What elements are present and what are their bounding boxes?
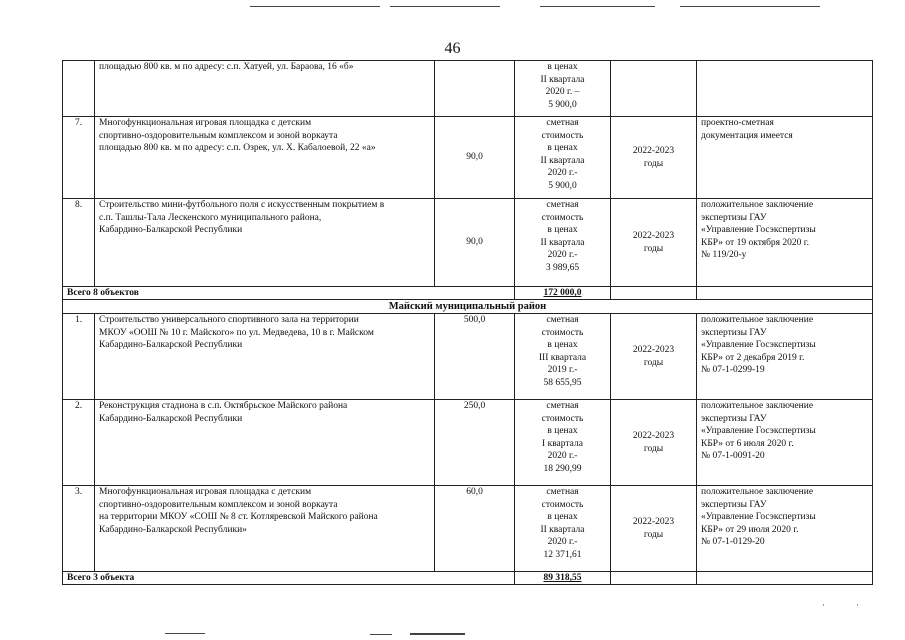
object-documentation: положительное заключение экспертизы ГАУ «Управление Госэкспертизы КБР» от 29 июля 2020 г. № 07-1-0129-20: [697, 486, 873, 572]
object-term: [611, 61, 697, 117]
object-volume: 90,0: [435, 199, 515, 287]
total-sum: 89 318,55: [515, 572, 611, 585]
row-number: 2.: [63, 400, 95, 486]
object-cost: сметная стоимость в ценах III квартала 2019 г.- 58 655,95: [515, 314, 611, 400]
object-volume: [435, 61, 515, 117]
object-name: Реконструкция стадиона в с.п. Октябрьское Майского района Кабардино-Балкарской Республики: [95, 400, 435, 486]
object-cost: в ценах II квартала 2020 г. – 5 900,0: [515, 61, 611, 117]
total-row: [63, 572, 873, 585]
object-cost: сметная стоимость в ценах II квартала 2020 г.- 5 900,0: [515, 117, 611, 199]
table-row: [63, 486, 873, 572]
object-volume: 500,0: [435, 314, 515, 400]
object-documentation: положительное заключение экспертизы ГАУ «Управление Госэкспертизы КБР» от 6 июля 2020 г. № 07-1-0091-20: [697, 400, 873, 486]
object-term: 2022-2023 годы: [611, 486, 697, 572]
object-name: площадью 800 кв. м по адресу: с.п. Хатуей, ул. Бараова, 16 «б»: [95, 61, 435, 117]
objects-table: [62, 60, 873, 585]
object-documentation: проектно-сметная документация имеется: [697, 117, 873, 199]
object-documentation: [697, 61, 873, 117]
table-row: [63, 314, 873, 400]
object-documentation: положительное заключение экспертизы ГАУ «Управление Госэкспертизы КБР» от 19 октября 2020 г. № 119/20-у: [697, 199, 873, 287]
row-number: 3.: [63, 486, 95, 572]
scan-mark-1: ·: [822, 600, 825, 610]
object-name: Строительство универсального спортивного зала на территории МКОУ «ООШ № 10 г. Майского» по ул. Медведева, 10 в г. Майском Кабардино-Балкарской Республики: [95, 314, 435, 400]
object-name: Строительство мини-футбольного поля с искусственным покрытием в с.п. Ташлы-Тала Лескенского муниципального района, Кабардино-Балкарской Республики: [95, 199, 435, 287]
object-cost: сметная стоимость в ценах I квартала 2020 г.- 18 290,99: [515, 400, 611, 486]
table-row: [63, 61, 873, 117]
table-row: [63, 117, 873, 199]
total-label: Всего 3 объекта: [63, 572, 515, 585]
scan-line-bottom-1: [165, 633, 205, 634]
scan-line-bottom-3: [370, 634, 392, 635]
row-number: 8.: [63, 199, 95, 287]
table-row: [63, 400, 873, 486]
object-term: 2022-2023 годы: [611, 314, 697, 400]
object-documentation: положительное заключение экспертизы ГАУ «Управление Госэкспертизы КБР» от 2 декабря 2019 г. № 07-1-0299-19: [697, 314, 873, 400]
scan-line-bottom-2: [410, 633, 465, 635]
object-cost: сметная стоимость в ценах II квартала 2020 г.- 12 371,61: [515, 486, 611, 572]
object-volume: 60,0: [435, 486, 515, 572]
section-title: Майский муниципальный район: [63, 300, 873, 314]
scan-mark-2: ·: [856, 600, 859, 610]
total-label: Всего 8 объектов: [63, 287, 515, 300]
object-name: Многофункциональная игровая площадка с детским спортивно-оздоровительным комплексом и зоной воркаута площадью 800 кв. м по адресу: с.п. Озрек, ул. Х. Кабалоевой, 22 «а»: [95, 117, 435, 199]
object-name: Многофункциональная игровая площадка с детским спортивно-оздоровительным комплексом и зоной воркаута на территории МКОУ «СОШ № 8 ст. Котляревской Майского района Кабардино-Балкарской Республики»: [95, 486, 435, 572]
section-heading-row: [63, 300, 873, 314]
object-term: 2022-2023 годы: [611, 400, 697, 486]
total-sum: 172 000,0: [515, 287, 611, 300]
object-cost: сметная стоимость в ценах II квартала 2020 г.- 3 989,65: [515, 199, 611, 287]
scan-line-top-3: [540, 6, 655, 7]
page-number: 46: [444, 40, 461, 57]
scan-line-top-1: [250, 6, 380, 7]
total-row: [63, 287, 873, 300]
scan-line-top-4: [680, 6, 820, 7]
object-volume: 90,0: [435, 117, 515, 199]
row-number: 7.: [63, 117, 95, 199]
table-row: [63, 199, 873, 287]
object-term: 2022-2023 годы: [611, 199, 697, 287]
row-number: 1.: [63, 314, 95, 400]
object-volume: 250,0: [435, 400, 515, 486]
row-number: [63, 61, 95, 117]
scan-line-top-2: [390, 6, 500, 7]
object-term: 2022-2023 годы: [611, 117, 697, 199]
